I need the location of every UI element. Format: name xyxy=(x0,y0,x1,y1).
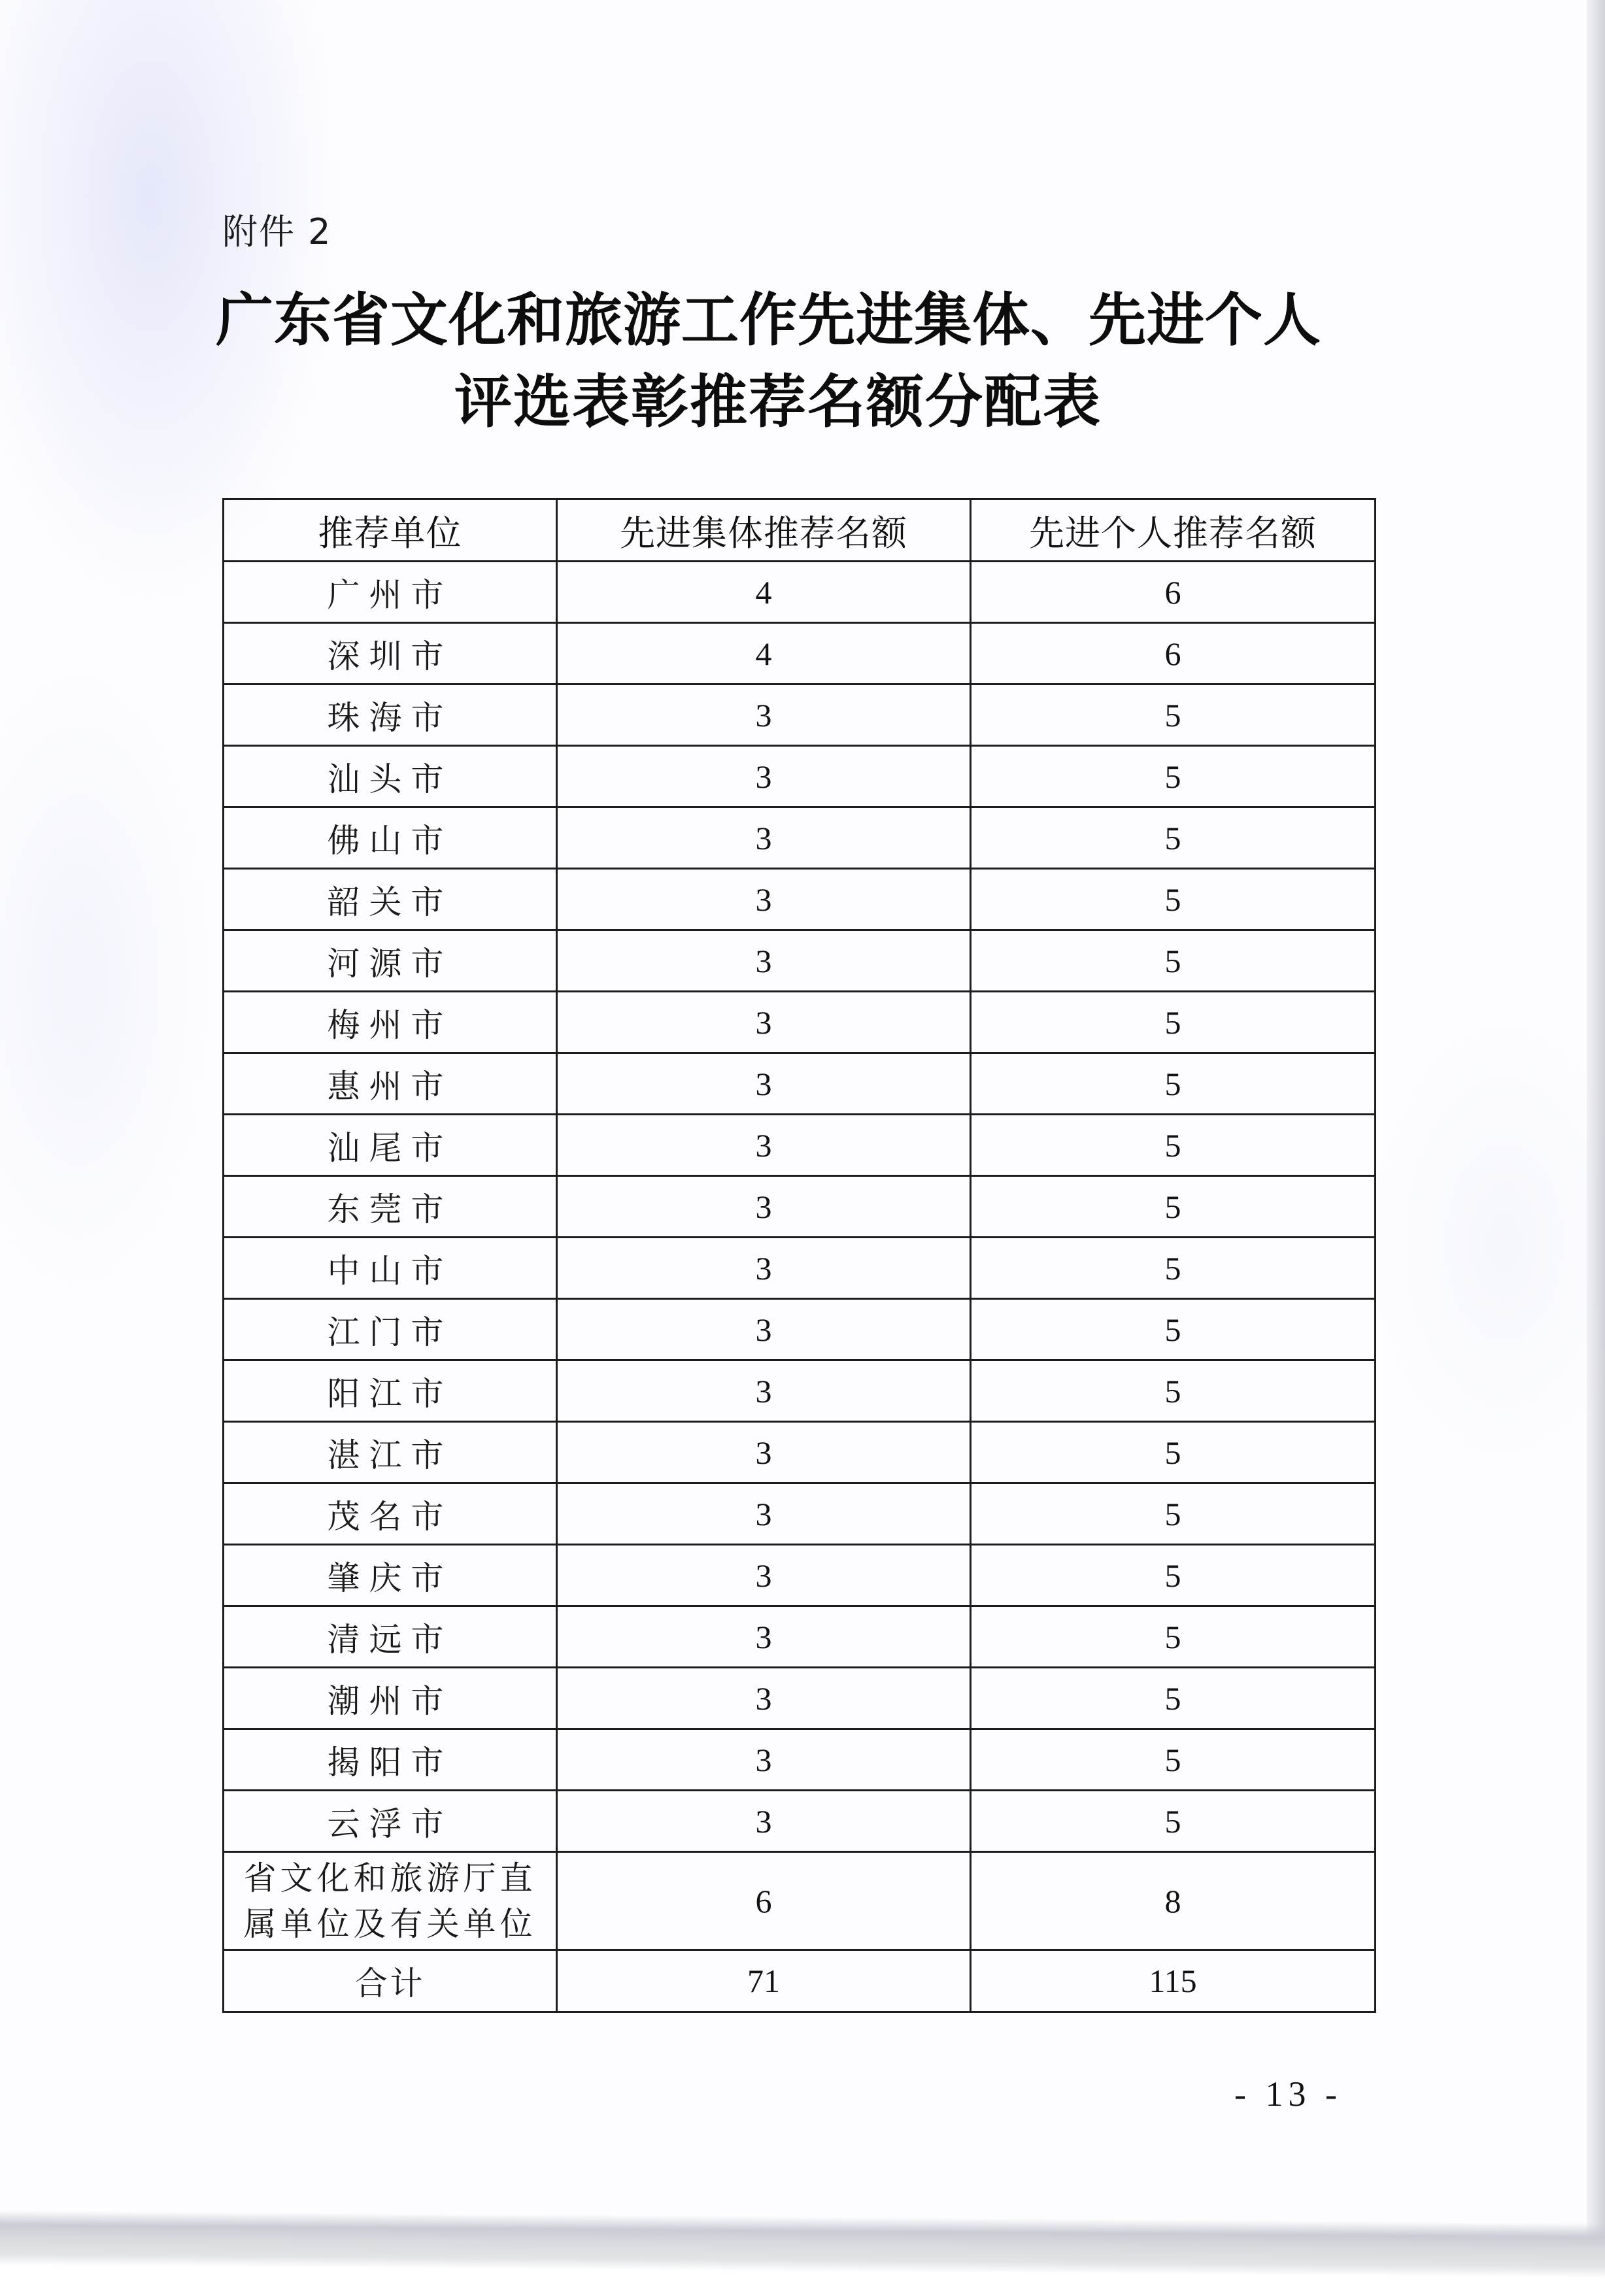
table-body xyxy=(224,562,1376,2012)
individual-quota-cell: 5 xyxy=(971,1606,1376,1668)
table-row-provincial-units xyxy=(224,1852,1376,1950)
collective-quota-cell: 3 xyxy=(557,1729,971,1791)
table-row xyxy=(224,869,1376,930)
collective-quota-cell: 3 xyxy=(557,1299,971,1360)
header-recommending-unit: 推荐单位 xyxy=(224,499,557,562)
unit-cell: 佛山市 xyxy=(224,807,557,869)
individual-quota-cell: 5 xyxy=(971,1668,1376,1729)
table-row xyxy=(224,807,1376,869)
unit-cell: 肇庆市 xyxy=(224,1545,557,1606)
collective-quota-cell: 3 xyxy=(557,1791,971,1852)
document-title-line-1: 广东省文化和旅游工作先进集体、先进个人 xyxy=(216,286,1322,354)
individual-quota-cell: 5 xyxy=(971,992,1376,1053)
table-header-row xyxy=(224,499,1376,562)
total-collective-cell: 71 xyxy=(557,1950,971,2012)
table-row xyxy=(224,562,1376,623)
unit-cell: 韶关市 xyxy=(224,869,557,930)
table-row xyxy=(224,746,1376,807)
collective-quota-cell: 6 xyxy=(557,1852,971,1950)
unit-cell: 汕头市 xyxy=(224,746,557,807)
individual-quota-cell: 5 xyxy=(971,807,1376,869)
individual-quota-cell: 6 xyxy=(971,562,1376,623)
collective-quota-cell: 3 xyxy=(557,930,971,992)
individual-quota-cell: 5 xyxy=(971,1238,1376,1299)
individual-quota-cell: 5 xyxy=(971,684,1376,746)
collective-quota-cell: 4 xyxy=(557,623,971,684)
individual-quota-cell: 5 xyxy=(971,1360,1376,1422)
table-row xyxy=(224,1791,1376,1852)
unit-cell: 潮州市 xyxy=(224,1668,557,1729)
unit-cell: 珠海市 xyxy=(224,684,557,746)
unit-cell: 中山市 xyxy=(224,1238,557,1299)
collective-quota-cell: 4 xyxy=(557,562,971,623)
unit-cell: 梅州市 xyxy=(224,992,557,1053)
individual-quota-cell: 5 xyxy=(971,930,1376,992)
collective-quota-cell: 3 xyxy=(557,1422,971,1483)
quota-allocation-table xyxy=(222,498,1376,2013)
unit-cell: 深圳市 xyxy=(224,623,557,684)
table-row xyxy=(224,623,1376,684)
unit-cell: 河源市 xyxy=(224,930,557,992)
attachment-label: 附件 2 xyxy=(222,211,332,252)
table-row xyxy=(224,1299,1376,1360)
page-edge-shadow-right xyxy=(1587,0,1605,2236)
collective-quota-cell: 3 xyxy=(557,1668,971,1729)
unit-cell: 云浮市 xyxy=(224,1791,557,1852)
individual-quota-cell: 5 xyxy=(971,1729,1376,1791)
table-row xyxy=(224,1483,1376,1545)
individual-quota-cell: 5 xyxy=(971,1053,1376,1115)
table-row xyxy=(224,992,1376,1053)
table-row xyxy=(224,930,1376,992)
unit-cell: 阳江市 xyxy=(224,1360,557,1422)
unit-line-1: 省文化和旅游厅直 xyxy=(243,1859,537,1897)
collective-quota-cell: 3 xyxy=(557,1238,971,1299)
collective-quota-cell: 3 xyxy=(557,1176,971,1238)
individual-quota-cell: 5 xyxy=(971,1791,1376,1852)
individual-quota-cell: 5 xyxy=(971,1299,1376,1360)
unit-cell: 茂名市 xyxy=(224,1483,557,1545)
unit-cell xyxy=(224,1852,557,1950)
individual-quota-cell: 5 xyxy=(971,1483,1376,1545)
unit-cell: 江门市 xyxy=(224,1299,557,1360)
table-row xyxy=(224,1606,1376,1668)
individual-quota-cell: 5 xyxy=(971,1422,1376,1483)
collective-quota-cell: 3 xyxy=(557,684,971,746)
individual-quota-cell: 5 xyxy=(971,746,1376,807)
table-row xyxy=(224,1422,1376,1483)
collective-quota-cell: 3 xyxy=(557,869,971,930)
table-row xyxy=(224,1545,1376,1606)
table-row xyxy=(224,684,1376,746)
collective-quota-cell: 3 xyxy=(557,992,971,1053)
individual-quota-cell: 6 xyxy=(971,623,1376,684)
table-row xyxy=(224,1360,1376,1422)
table-row xyxy=(224,1115,1376,1176)
unit-cell: 揭阳市 xyxy=(224,1729,557,1791)
table-row xyxy=(224,1668,1376,1729)
header-collective-quota: 先进集体推荐名额 xyxy=(557,499,971,562)
collective-quota-cell: 3 xyxy=(557,807,971,869)
table-row xyxy=(224,1176,1376,1238)
table-row xyxy=(224,1238,1376,1299)
table-row-total xyxy=(224,1950,1376,2012)
individual-quota-cell: 8 xyxy=(971,1852,1376,1950)
page-number: - 13 - xyxy=(1234,2074,1342,2114)
unit-cell: 东莞市 xyxy=(224,1176,557,1238)
collective-quota-cell: 3 xyxy=(557,1115,971,1176)
table-row xyxy=(224,1053,1376,1115)
unit-cell: 广州市 xyxy=(224,562,557,623)
unit-cell: 湛江市 xyxy=(224,1422,557,1483)
individual-quota-cell: 5 xyxy=(971,1115,1376,1176)
collective-quota-cell: 3 xyxy=(557,1545,971,1606)
document-title-line-2: 评选表彰推荐名额分配表 xyxy=(454,367,1102,435)
individual-quota-cell: 5 xyxy=(971,1545,1376,1606)
collective-quota-cell: 3 xyxy=(557,1606,971,1668)
unit-cell: 惠州市 xyxy=(224,1053,557,1115)
total-label-cell: 合计 xyxy=(224,1950,557,2012)
total-individual-cell: 115 xyxy=(971,1950,1376,2012)
page-edge-shadow-bottom xyxy=(0,2192,1605,2296)
collective-quota-cell: 3 xyxy=(557,1360,971,1422)
collective-quota-cell: 3 xyxy=(557,1483,971,1545)
collective-quota-cell: 3 xyxy=(557,1053,971,1115)
header-individual-quota: 先进个人推荐名额 xyxy=(971,499,1376,562)
unit-cell: 清远市 xyxy=(224,1606,557,1668)
unit-line-2: 属单位及有关单位 xyxy=(243,1904,537,1943)
table-row xyxy=(224,1729,1376,1791)
unit-cell: 汕尾市 xyxy=(224,1115,557,1176)
individual-quota-cell: 5 xyxy=(971,1176,1376,1238)
collective-quota-cell: 3 xyxy=(557,746,971,807)
individual-quota-cell: 5 xyxy=(971,869,1376,930)
